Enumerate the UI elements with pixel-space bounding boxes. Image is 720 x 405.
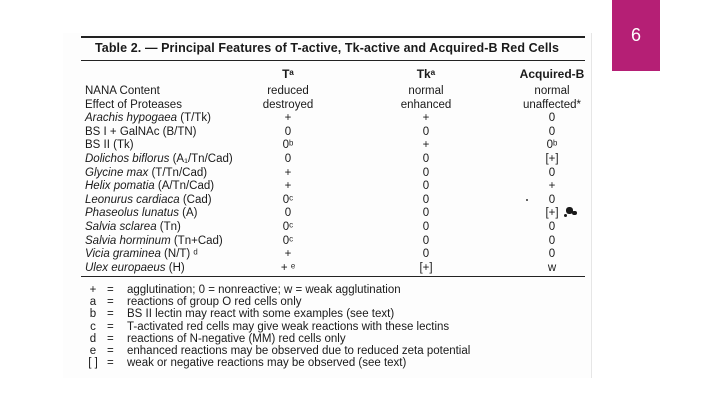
table-cell: 0	[548, 166, 556, 179]
lectin-name: Glycine max	[85, 166, 149, 179]
column-header-tk: Tkᵃ	[416, 67, 436, 81]
table-title: Table 2. — Principal Features of T-active, Tk-active and Acquired-B Red Cells	[94, 41, 560, 55]
table-cell: 0	[548, 234, 556, 247]
scan-speck	[526, 199, 528, 201]
table-cell: 0	[422, 153, 430, 165]
table-cell: 0	[422, 166, 430, 179]
legend-symbol: e	[89, 345, 97, 357]
table-cell: 0	[422, 248, 430, 261]
legend-symbol: +	[89, 284, 97, 296]
table-cell: unaffected*	[523, 98, 581, 111]
lectin-name: Dolichos biflorus	[85, 153, 170, 165]
row-label	[85, 207, 198, 219]
legend-text: weak or negative reactions may be observed (see text)	[127, 357, 407, 370]
lectin-name: Salvia horminum	[85, 234, 171, 247]
row-label	[85, 167, 207, 179]
lectin-specificity: (H)	[165, 261, 185, 274]
lectin-specificity: (A/Tn/Cad)	[154, 180, 215, 193]
table-cell: 0	[548, 221, 556, 233]
legend-symbol: [ ]	[88, 357, 98, 370]
table-cell: +	[284, 180, 292, 193]
lectin-name: Arachis hypogaea	[85, 112, 178, 125]
lectin-name: Phaseolus lunatus	[85, 207, 179, 220]
legend-text: BS II lectin may react with some examples (see text)	[127, 308, 395, 321]
row-label	[85, 262, 185, 274]
legend-text: reactions of N-negative (MM) red cells only	[127, 332, 346, 345]
table-cell: [+]	[545, 153, 559, 165]
table-cell: +	[422, 139, 430, 152]
table-cell: enhanced	[400, 98, 452, 111]
legend-symbol: d	[89, 332, 97, 345]
legend-equals: =	[107, 308, 114, 321]
table-cell: 0	[284, 125, 292, 138]
table-cell: 0ᶜ	[282, 193, 294, 206]
row-label: BS II (Tk)	[85, 139, 134, 152]
lectin-specificity: (T/Tn/Cad)	[148, 166, 208, 179]
table-cell: 0	[422, 125, 430, 138]
legend-text: reactions of group O red cells only	[127, 296, 302, 309]
table-cell: normal	[534, 85, 570, 97]
table-cell: +	[284, 112, 292, 125]
table-cell: + ᵉ	[280, 261, 296, 274]
table-cell: +	[284, 248, 292, 261]
row-label	[85, 248, 198, 260]
table-cell: w	[547, 261, 557, 274]
table-cell: 0	[284, 207, 292, 220]
lectin-specificity: (T/Tk)	[177, 112, 211, 125]
table-cell: destroyed	[262, 98, 314, 111]
lectin-name: Salvia sclarea	[85, 221, 157, 233]
table-cell: 0	[548, 248, 556, 261]
column-header-t: Tᵃ	[282, 67, 294, 81]
column-header-acquired-b: Acquired-B	[519, 67, 585, 81]
row-label	[85, 194, 212, 206]
legend-equals: =	[107, 332, 114, 345]
lectin-name: Ulex europaeus	[85, 261, 166, 274]
table-cell: 0ᵇ	[282, 139, 294, 152]
ink-blot	[564, 214, 567, 217]
legend-equals: =	[107, 320, 114, 333]
table-bottom-rule	[81, 276, 585, 277]
legend-text: enhanced reactions may be observed due to reduced zeta potential	[127, 345, 471, 357]
table-cell: [+]	[545, 207, 559, 220]
table-cell: 0	[284, 153, 292, 165]
top-rule	[81, 36, 585, 38]
legend-equals: =	[107, 296, 114, 309]
legend-text: agglutination; 0 = nonreactive; w = weak agglutination	[127, 284, 401, 296]
row-label	[85, 221, 181, 233]
lectin-name: Leonurus cardiaca	[85, 193, 180, 206]
legend-text: T-activated red cells may give weak reactions with these lectins	[127, 320, 450, 333]
scanned-table-document	[63, 33, 592, 378]
table-cell: reduced	[267, 85, 309, 97]
row-label: Effect of Proteases	[85, 98, 182, 111]
table-cell: 0	[422, 180, 430, 193]
row-label: BS I + GalNAc (B/TN)	[85, 125, 197, 138]
legend-symbol: b	[89, 308, 97, 321]
table-cell: +	[422, 112, 430, 125]
table-cell: 0ᵇ	[546, 139, 558, 152]
legend-equals: =	[107, 284, 114, 296]
lectin-specificity: (A₁/Tn/Cad)	[169, 153, 233, 165]
table-cell: 0	[422, 193, 430, 206]
table-cell: 0	[548, 193, 556, 206]
legend-symbol: c	[90, 320, 96, 333]
row-label: NANA Content	[85, 85, 160, 97]
row-label	[85, 112, 211, 124]
lectin-specificity: (N/T) ᵈ	[160, 248, 198, 261]
table-cell: +	[284, 166, 292, 179]
table-cell: 0ᶜ	[282, 221, 294, 233]
table-cell: 0	[422, 221, 430, 233]
title-rule	[81, 60, 585, 61]
lectin-specificity: (Tn+Cad)	[170, 234, 223, 247]
table-cell: 0	[422, 234, 430, 247]
legend-equals: =	[107, 345, 114, 357]
table-cell: 0	[548, 112, 556, 125]
table-cell: 0ᶜ	[282, 234, 294, 247]
table-cell: 0	[548, 125, 556, 138]
lectin-specificity: (Tn)	[156, 221, 181, 233]
row-label	[85, 235, 223, 247]
slide-number-badge	[612, 0, 660, 71]
lectin-specificity: (Cad)	[179, 193, 212, 206]
ink-blot	[572, 211, 577, 215]
legend-equals: =	[107, 357, 114, 370]
lectin-specificity: (A)	[178, 207, 198, 220]
row-label	[85, 153, 233, 165]
table-cell: [+]	[419, 261, 433, 274]
lectin-name: Helix pomatia	[85, 180, 155, 193]
table-cell: +	[548, 180, 556, 193]
row-label	[85, 180, 214, 192]
lectin-name: Vicia graminea	[85, 248, 161, 261]
table-cell: normal	[408, 85, 444, 97]
table-cell: 0	[422, 207, 430, 220]
legend-symbol: a	[89, 296, 97, 309]
slide-number: 6	[630, 25, 641, 45]
